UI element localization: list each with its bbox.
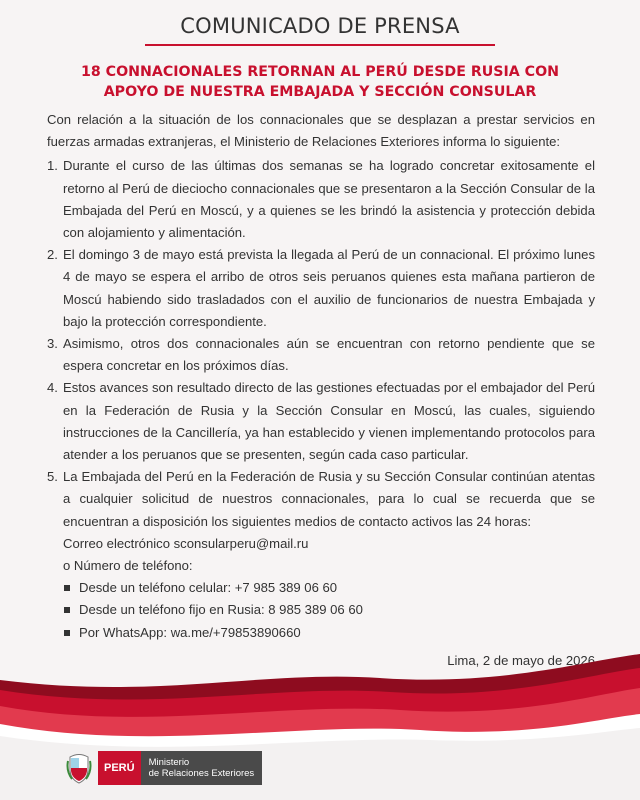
headline [60,62,580,102]
list-number: 1. [47,158,58,174]
logo-ministry-label [141,751,263,785]
title-underline [145,44,495,46]
page-title: COMUNICADO DE PRENSA [180,14,460,38]
logo-ministry-line-1: Ministerio [148,757,190,768]
logo-peru-label: PERÚ [98,751,141,785]
list-number: 3. [47,336,58,352]
body-text [47,109,595,672]
list-item [47,333,595,377]
logo-ministry-line-2: de Relaciones Exteriores [148,768,255,779]
list-item-text: Asimismo, otros dos connacionales aún se encuentran con retorno pendiente que se espera concretar en los próximos días. [63,336,595,374]
phone-item-text: Por WhatsApp: wa.me/+79853890660 [79,624,301,640]
list-number: 5. [47,469,58,485]
phone-item [63,577,595,599]
list-number: 2. [47,247,58,263]
headline-line-1: 18 CONNACIONALES RETORNAN AL PERÚ DESDE RUSIA CON [80,64,560,80]
phone-item [63,599,595,621]
coat-of-arms-icon [66,751,92,785]
list-item [47,466,595,533]
headline-line-2: APOYO DE NUESTRA EMBAJADA Y SECCIÓN CONSULAR [103,84,537,100]
bullet-square-icon [64,630,70,636]
list-item [47,244,595,333]
phone-item-text: Desde un teléfono celular: +7 985 389 06 60 [79,580,338,596]
intro-paragraph: Con relación a la situación de los connacionales que se desplazan a prestar servicios en fuerzas armadas extranjeras, el Ministerio de Relaciones Exteriores informa lo siguiente: [47,112,595,150]
header [0,14,640,46]
phone-item-text: Desde un teléfono fijo en Rusia: 8 985 389 06 60 [79,602,363,618]
list-item-text: Durante el curso de las últimas dos semanas se ha logrado concretar exitosamente el retorno al Perú de dieciocho connacionales que se presentaron a la Sección Consular de la Embajada del Perú en Moscú, y a quienes se les brindó la asistencia y protección debida con alojamiento y alimentación. [63,158,595,241]
contact-phone-heading: o Número de teléfono: [63,558,193,574]
list-item-text: Estos avances son resultado directo de las gestiones efectuadas por el embajador del Perú en la Federación de Rusia y la Sección Consular en Moscú, las cuales, siguiendo instrucciones de la Cancillería, ya han establecido y vienen implementando protocolos para atender a los peruanos que se presenten, según cada caso particular. [63,380,595,463]
list-item [47,155,595,244]
numbered-list [47,155,595,532]
list-item-text: El domingo 3 de mayo está prevista la llegada al Perú de un connacional. El próximo lunes 4 de mayo se espera el arribo de otros seis peruanos quienes esta mañana partieron de Moscú habiendo sido trasladados con el auxilio de funcionarios de nuestra Embajada y bajo la protección correspondiente. [63,247,595,329]
list-item [47,377,595,466]
ministry-logo [66,748,262,788]
bullet-square-icon [64,607,70,613]
contact-email: Correo electrónico sconsularperu@mail.ru [63,535,309,551]
bullet-square-icon [64,585,70,591]
phone-list [47,577,595,644]
list-number: 4. [47,380,58,396]
list-item-text: La Embajada del Perú en la Federación de Rusia y su Sección Consular continúan atentas a cualquier solicitud de nuestros connacionales, para lo cual se recuerda que se encuentran a disposición los siguientes medios de contacto activos las 24 horas: [63,469,595,529]
date-line: Lima, 2 de mayo de 2026 [447,652,595,668]
